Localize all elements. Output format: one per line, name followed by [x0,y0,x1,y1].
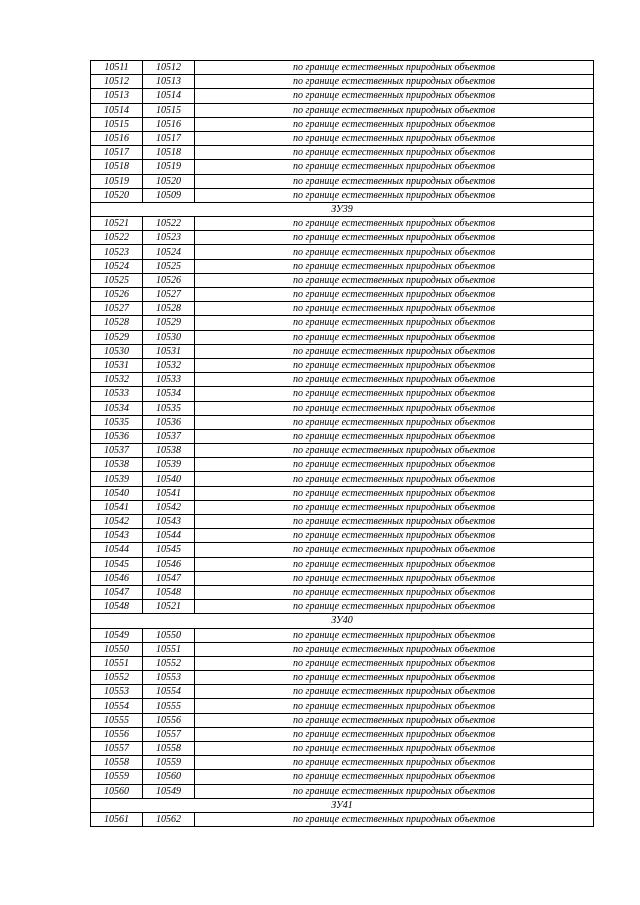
point-from-cell: 10541 [91,500,143,514]
table-row [91,217,594,231]
table-row [91,472,594,486]
boundary-description-cell: по границе естественных природных объектов [195,784,594,798]
point-to-cell: 10533 [143,373,195,387]
point-from-cell: 10533 [91,387,143,401]
table-row [91,628,594,642]
point-to-cell: 10532 [143,358,195,372]
point-from-cell: 10545 [91,557,143,571]
table-row [91,600,594,614]
point-from-cell: 10526 [91,288,143,302]
table-row [91,75,594,89]
point-to-cell: 10525 [143,259,195,273]
boundary-description-cell: по границе естественных природных объектов [195,444,594,458]
boundary-description-cell: по границе естественных природных объектов [195,174,594,188]
boundary-description-cell: по границе естественных природных объектов [195,685,594,699]
boundary-description-cell: по границе естественных природных объектов [195,61,594,75]
point-to-cell: 10528 [143,302,195,316]
table-row [91,812,594,826]
boundary-description-cell: по границе естественных природных объектов [195,486,594,500]
table-row [91,344,594,358]
point-to-cell: 10538 [143,444,195,458]
boundary-points-table-body [91,61,594,827]
table-row [91,458,594,472]
point-from-cell: 10531 [91,358,143,372]
table-row [91,557,594,571]
section-label: ЗУ39 [91,202,594,216]
point-to-cell: 10542 [143,500,195,514]
point-from-cell: 10530 [91,344,143,358]
point-to-cell: 10529 [143,316,195,330]
boundary-description-cell: по границе естественных природных объектов [195,373,594,387]
point-from-cell: 10548 [91,600,143,614]
boundary-description-cell: по границе естественных природных объектов [195,770,594,784]
section-row [91,614,594,628]
table-row [91,103,594,117]
point-to-cell: 10512 [143,61,195,75]
section-label: ЗУ40 [91,614,594,628]
point-to-cell: 10514 [143,89,195,103]
boundary-description-cell: по границе естественных природных объектов [195,245,594,259]
point-to-cell: 10531 [143,344,195,358]
table-row [91,330,594,344]
boundary-description-cell: по границе естественных природных объектов [195,571,594,585]
boundary-description-cell: по границе естественных природных объектов [195,713,594,727]
table-row [91,685,594,699]
point-from-cell: 10554 [91,699,143,713]
point-from-cell: 10558 [91,756,143,770]
point-to-cell: 10557 [143,727,195,741]
point-from-cell: 10544 [91,543,143,557]
point-to-cell: 10522 [143,217,195,231]
table-row [91,642,594,656]
point-from-cell: 10513 [91,89,143,103]
table-row [91,401,594,415]
boundary-description-cell: по границе естественных природных объектов [195,529,594,543]
table-row [91,245,594,259]
point-from-cell: 10546 [91,571,143,585]
table-row [91,358,594,372]
boundary-description-cell: по границе естественных природных объектов [195,231,594,245]
table-row [91,429,594,443]
boundary-description-cell: по границе естественных природных объектов [195,472,594,486]
point-from-cell: 10517 [91,146,143,160]
boundary-description-cell: по границе естественных природных объектов [195,344,594,358]
point-to-cell: 10541 [143,486,195,500]
point-to-cell: 10549 [143,784,195,798]
table-row [91,770,594,784]
table-row [91,131,594,145]
point-to-cell: 10526 [143,273,195,287]
boundary-description-cell: по границе естественных природных объектов [195,103,594,117]
table-row [91,699,594,713]
table-row [91,742,594,756]
boundary-description-cell: по границе естественных природных объектов [195,742,594,756]
boundary-description-cell: по границе естественных природных объектов [195,387,594,401]
point-to-cell: 10515 [143,103,195,117]
point-to-cell: 10524 [143,245,195,259]
point-to-cell: 10555 [143,699,195,713]
boundary-description-cell: по границе естественных природных объектов [195,89,594,103]
table-row [91,529,594,543]
boundary-description-cell: по границе естественных природных объектов [195,401,594,415]
point-to-cell: 10546 [143,557,195,571]
point-to-cell: 10548 [143,585,195,599]
point-from-cell: 10519 [91,174,143,188]
boundary-description-cell: по границе естественных природных объектов [195,415,594,429]
point-from-cell: 10529 [91,330,143,344]
point-to-cell: 10517 [143,131,195,145]
point-from-cell: 10549 [91,628,143,642]
boundary-description-cell: по границе естественных природных объектов [195,756,594,770]
point-from-cell: 10557 [91,742,143,756]
point-from-cell: 10561 [91,812,143,826]
boundary-description-cell: по границе естественных природных объектов [195,117,594,131]
boundary-description-cell: по границе естественных природных объектов [195,288,594,302]
point-to-cell: 10551 [143,642,195,656]
boundary-description-cell: по границе естественных природных объектов [195,515,594,529]
table-row [91,486,594,500]
boundary-description-cell: по границе естественных природных объектов [195,642,594,656]
boundary-description-cell: по границе естественных природных объектов [195,75,594,89]
point-to-cell: 10536 [143,415,195,429]
point-from-cell: 10555 [91,713,143,727]
table-row [91,373,594,387]
table-row [91,316,594,330]
table-row [91,117,594,131]
boundary-description-cell: по границе естественных природных объектов [195,656,594,670]
point-to-cell: 10547 [143,571,195,585]
point-to-cell: 10550 [143,628,195,642]
table-row [91,784,594,798]
point-from-cell: 10560 [91,784,143,798]
point-to-cell: 10537 [143,429,195,443]
point-to-cell: 10519 [143,160,195,174]
point-from-cell: 10543 [91,529,143,543]
boundary-description-cell: по границе естественных природных объектов [195,671,594,685]
table-row [91,656,594,670]
point-from-cell: 10550 [91,642,143,656]
point-from-cell: 10516 [91,131,143,145]
point-from-cell: 10553 [91,685,143,699]
boundary-description-cell: по границе естественных природных объектов [195,330,594,344]
table-row [91,61,594,75]
boundary-description-cell: по границе естественных природных объектов [195,429,594,443]
point-from-cell: 10556 [91,727,143,741]
table-row [91,387,594,401]
boundary-description-cell: по границе естественных природных объектов [195,628,594,642]
point-to-cell: 10509 [143,188,195,202]
table-row [91,713,594,727]
table-row [91,302,594,316]
boundary-description-cell: по границе естественных природных объектов [195,557,594,571]
point-to-cell: 10556 [143,713,195,727]
point-to-cell: 10516 [143,117,195,131]
boundary-description-cell: по границе естественных природных объектов [195,146,594,160]
point-from-cell: 10551 [91,656,143,670]
point-from-cell: 10514 [91,103,143,117]
table-row [91,415,594,429]
point-from-cell: 10528 [91,316,143,330]
point-from-cell: 10532 [91,373,143,387]
point-to-cell: 10518 [143,146,195,160]
boundary-description-cell: по границе естественных природных объектов [195,273,594,287]
point-to-cell: 10559 [143,756,195,770]
table-row [91,160,594,174]
point-to-cell: 10544 [143,529,195,543]
table-row [91,727,594,741]
table-row [91,671,594,685]
boundary-description-cell: по границе естественных природных объектов [195,217,594,231]
point-to-cell: 10540 [143,472,195,486]
point-from-cell: 10518 [91,160,143,174]
point-from-cell: 10540 [91,486,143,500]
table-row [91,89,594,103]
table-row [91,571,594,585]
boundary-description-cell: по границе естественных природных объектов [195,500,594,514]
point-from-cell: 10535 [91,415,143,429]
table-row [91,756,594,770]
point-from-cell: 10534 [91,401,143,415]
table-row [91,585,594,599]
point-from-cell: 10552 [91,671,143,685]
point-from-cell: 10520 [91,188,143,202]
point-to-cell: 10530 [143,330,195,344]
boundary-description-cell: по границе естественных природных объектов [195,160,594,174]
boundary-description-cell: по границе естественных природных объектов [195,727,594,741]
table-row [91,188,594,202]
boundary-description-cell: по границе естественных природных объектов [195,699,594,713]
boundary-description-cell: по границе естественных природных объектов [195,302,594,316]
point-from-cell: 10521 [91,217,143,231]
boundary-description-cell: по границе естественных природных объектов [195,131,594,145]
table-row [91,259,594,273]
point-from-cell: 10522 [91,231,143,245]
boundary-description-cell: по границе естественных природных объектов [195,543,594,557]
boundary-description-cell: по границе естественных природных объектов [195,458,594,472]
section-row [91,202,594,216]
point-to-cell: 10521 [143,600,195,614]
boundary-description-cell: по границе естественных природных объектов [195,188,594,202]
table-row [91,444,594,458]
point-to-cell: 10553 [143,671,195,685]
table-row [91,515,594,529]
point-from-cell: 10524 [91,259,143,273]
point-from-cell: 10538 [91,458,143,472]
point-to-cell: 10534 [143,387,195,401]
boundary-description-cell: по границе естественных природных объектов [195,585,594,599]
point-from-cell: 10537 [91,444,143,458]
point-to-cell: 10543 [143,515,195,529]
boundary-description-cell: по границе естественных природных объектов [195,812,594,826]
boundary-points-table [90,60,594,827]
table-row [91,273,594,287]
table-row [91,231,594,245]
boundary-description-cell: по границе естественных природных объектов [195,600,594,614]
point-from-cell: 10536 [91,429,143,443]
table-row [91,174,594,188]
point-from-cell: 10542 [91,515,143,529]
point-to-cell: 10552 [143,656,195,670]
point-from-cell: 10515 [91,117,143,131]
point-from-cell: 10547 [91,585,143,599]
point-to-cell: 10520 [143,174,195,188]
point-to-cell: 10558 [143,742,195,756]
boundary-description-cell: по границе естественных природных объектов [195,358,594,372]
point-from-cell: 10525 [91,273,143,287]
point-from-cell: 10559 [91,770,143,784]
point-to-cell: 10535 [143,401,195,415]
point-to-cell: 10560 [143,770,195,784]
table-row [91,500,594,514]
table-row [91,288,594,302]
point-to-cell: 10513 [143,75,195,89]
table-row [91,146,594,160]
point-to-cell: 10523 [143,231,195,245]
point-from-cell: 10539 [91,472,143,486]
table-row [91,543,594,557]
point-to-cell: 10527 [143,288,195,302]
point-to-cell: 10562 [143,812,195,826]
point-to-cell: 10554 [143,685,195,699]
point-to-cell: 10539 [143,458,195,472]
point-from-cell: 10512 [91,75,143,89]
section-row [91,798,594,812]
point-to-cell: 10545 [143,543,195,557]
boundary-description-cell: по границе естественных природных объектов [195,259,594,273]
point-from-cell: 10527 [91,302,143,316]
section-label: ЗУ41 [91,798,594,812]
boundary-description-cell: по границе естественных природных объектов [195,316,594,330]
point-from-cell: 10511 [91,61,143,75]
point-from-cell: 10523 [91,245,143,259]
